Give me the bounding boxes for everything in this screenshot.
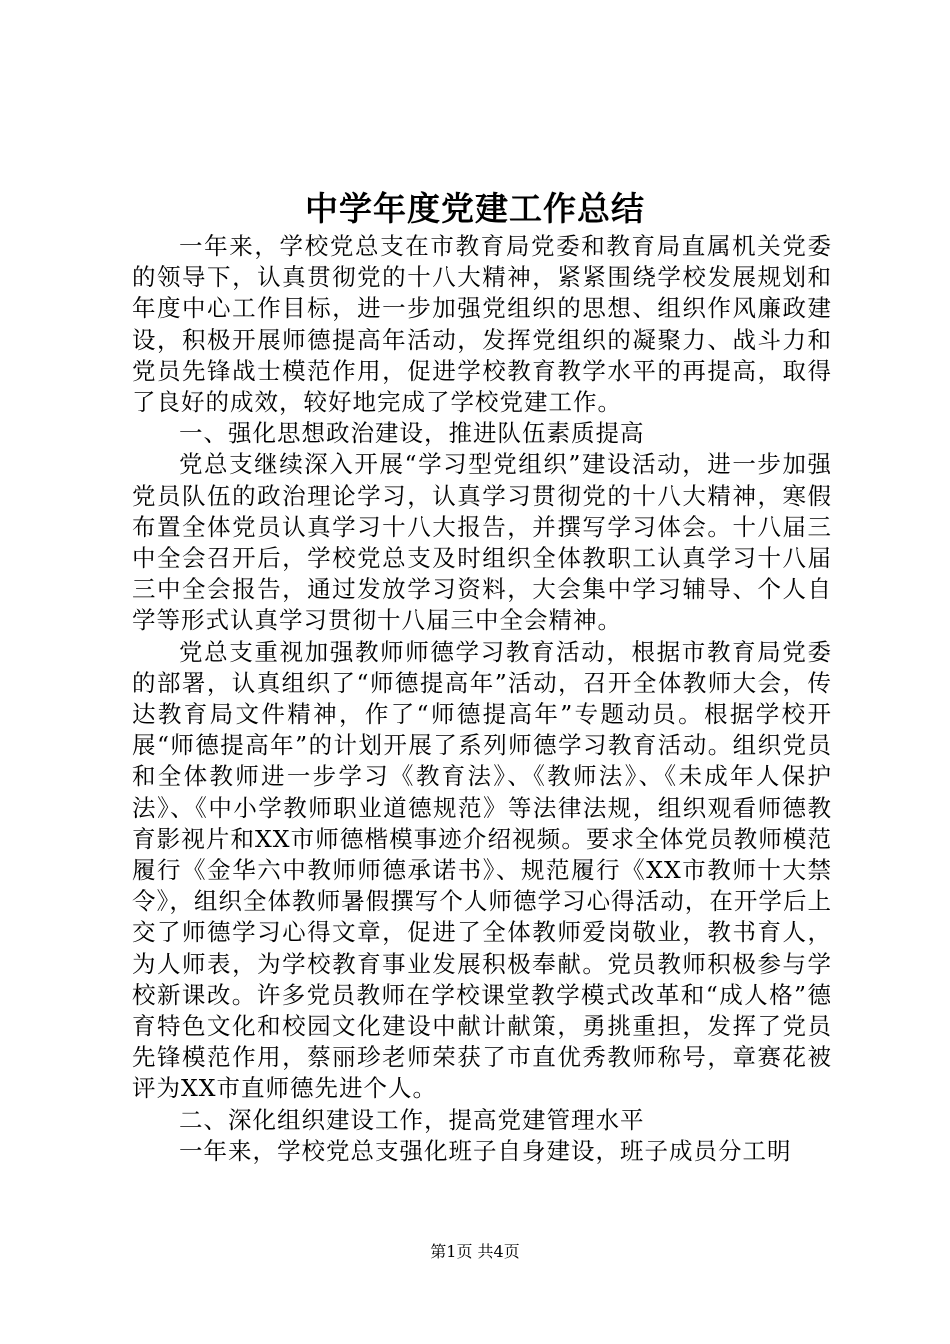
page-footer: 第1页 共4页 xyxy=(430,1242,520,1261)
section-heading-1: 一、强化思想政治建设，推进队伍素质提高 xyxy=(179,419,645,448)
paragraph-ethics: 党总支重视加强教师师德学习教育活动，根据市教育局党委的部署，认真组织了“师德提高年”活动，召开全体教师大会，传达教育局文件精神，作了“师德提高年”专题动员。根据学校开展“师德提高年”的计划开展了系列师德学习教育活动。组织党员和全体教师进一步学习《教育法》、《教师法》、《未成年人保护法》、《中小学教师职业道德规范》等法律法规，组织观看师德教育影视片和XX市师德楷模事迹介绍视频。要求全体党员教师模范履行《金华六中教师师德承诺书》、规范履行《XX市教师十大禁令》，组织全体教师暑假撰写个人师德学习心得活动，在开学后上交了师德学习心得文章，促进了全体教师爱岗敬业，教书育人，为人师表，为学校教育事业发展积极奉献。党员教师积极参与学校新课改。许多党员教师在学校课堂教学模式改革和“成人格”德育特色文化和校园文化建设中献计献策，勇挑重担，发挥了党员先锋模范作用，蔡丽珍老师荣获了市直优秀教师称号，章赛花被评为XX市直师德先进个人。 xyxy=(132,637,832,1103)
paragraph-organization: 一年来，学校党总支强化班子自身建设，班子成员分工明 xyxy=(179,1136,792,1165)
section-heading-2: 二、深化组织建设工作，提高党建管理水平 xyxy=(179,1105,645,1134)
paragraph-study: 党总支继续深入开展“学习型党组织”建设活动，进一步加强党员队伍的政治理论学习，认真学习贯彻党的十八大精神，寒假布置全体党员认真学习十八大报告，并撰写学习体会。十八届三中全会召开后，学校党总支及时组织全体教职工认真学习十八届三中全会报告，通过发放学习资料，大会集中学习辅导、个人自学等形式认真学习贯彻十八届三中全会精神。 xyxy=(132,450,832,635)
paragraph-intro: 一年来，学校党总支在市教育局党委和教育局直属机关党委的领导下，认真贯彻党的十八大精神，紧紧围绕学校发展规划和年度中心工作目标，进一步加强党组织的思想、组织作风廉政建设，积极开展师德提高年活动，发挥党组织的凝聚力、战斗力和党员先锋战士模范作用，促进学校教育教学水平的再提高，取得了良好的成效，较好地完成了学校党建工作。 xyxy=(132,232,832,417)
document-body xyxy=(132,231,832,1167)
document-title: 中学年度党建工作总结 xyxy=(305,189,645,228)
